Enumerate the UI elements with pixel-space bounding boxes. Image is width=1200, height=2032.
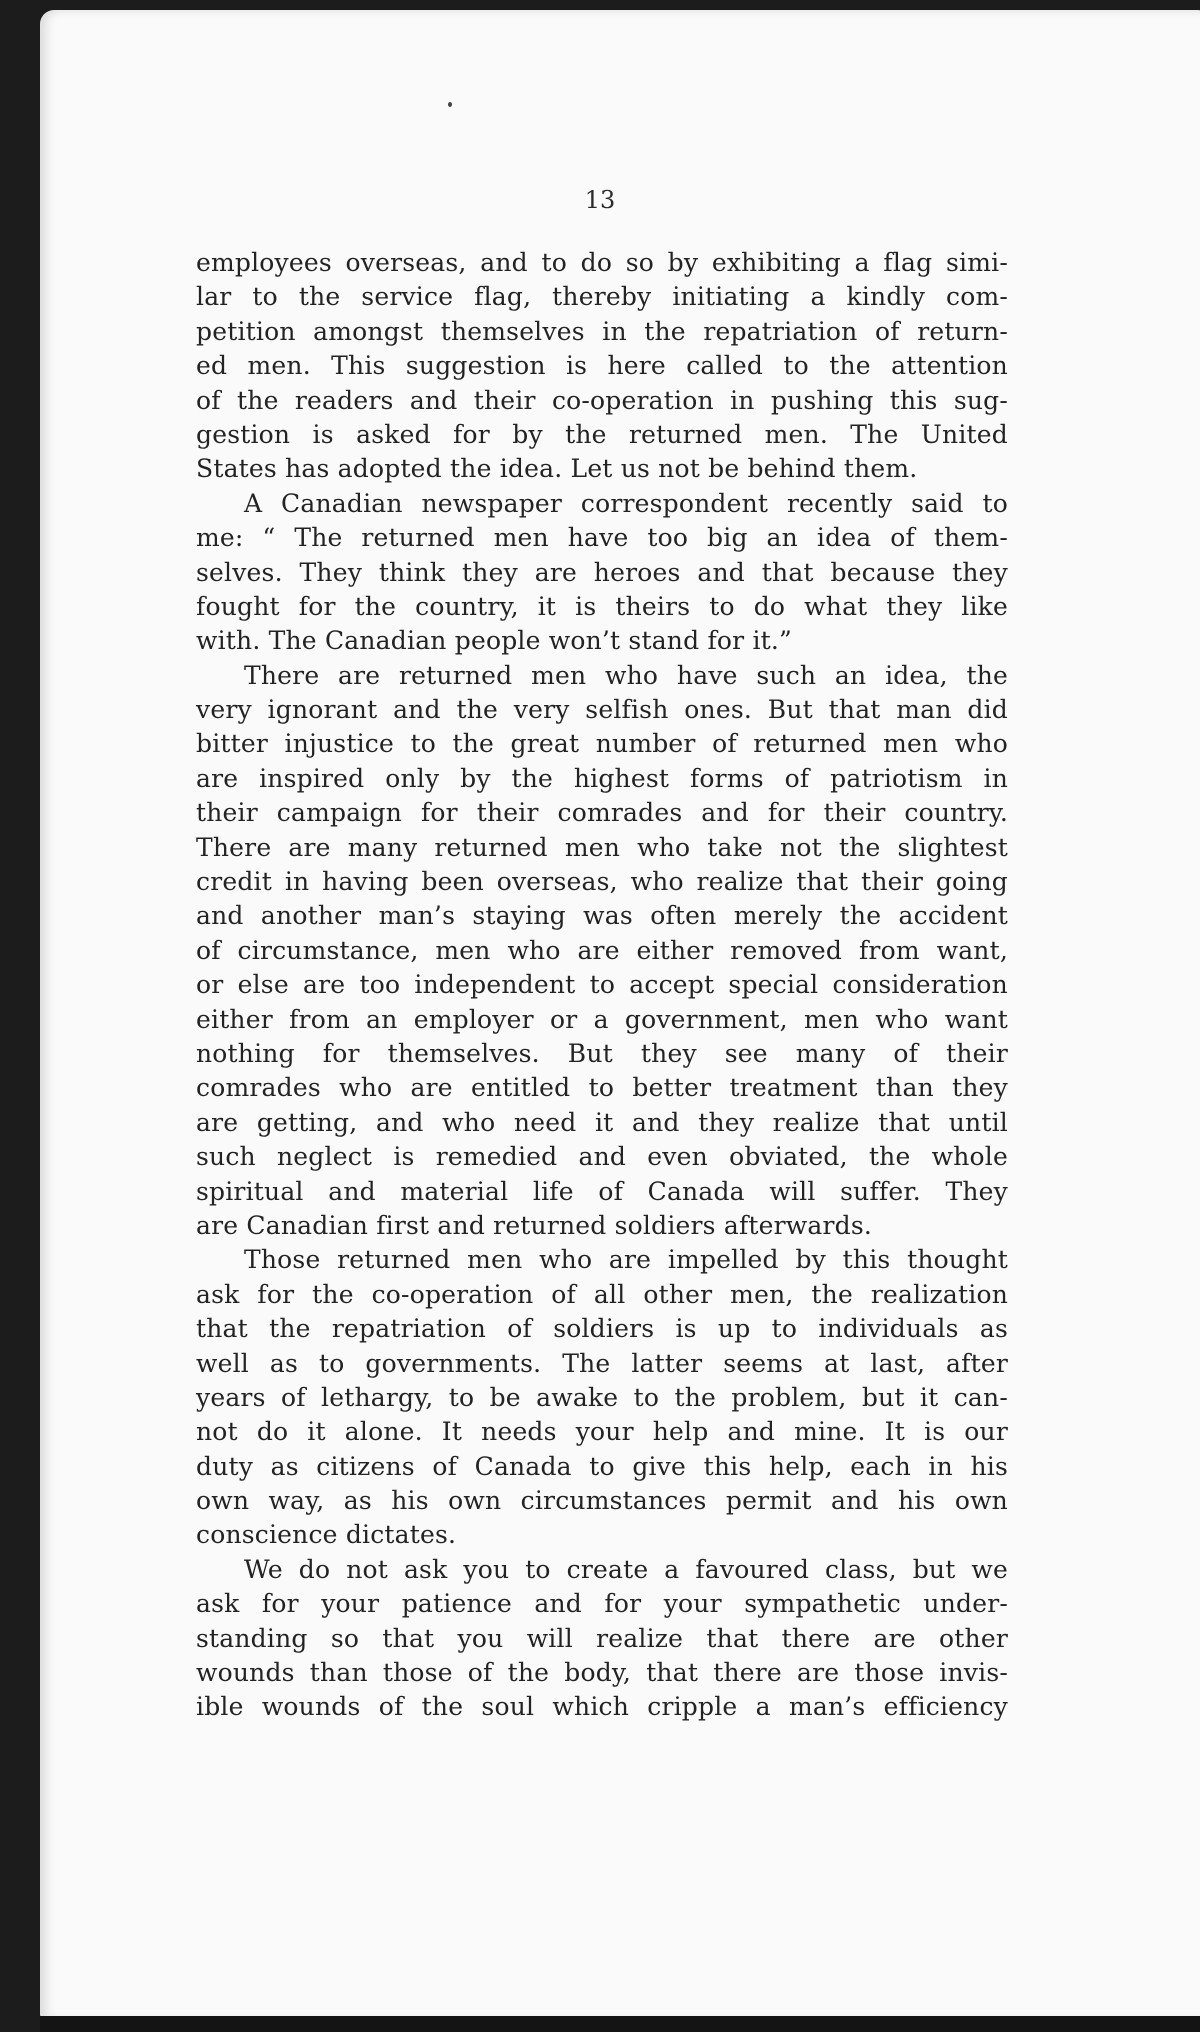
- text-line: There are returned men who have such an idea, the: [244, 660, 1008, 690]
- text-line: We do not ask you to create a favoured class, but we: [244, 1554, 1008, 1584]
- page-bottom-edge: [40, 2016, 1200, 2032]
- text-line: ask for the co-operation of all other men, the realization: [196, 1279, 1008, 1309]
- text-line: fought for the country, it is theirs to do what they like: [196, 591, 1008, 621]
- text-line: are inspired only by the highest forms of patriotism in: [196, 763, 1008, 793]
- text-line: well as to governments. The latter seems at last, after: [196, 1348, 1008, 1378]
- page-number: 13: [584, 186, 616, 214]
- text-line: ask for your patience and for your sympathetic under-: [196, 1589, 1008, 1619]
- text-line: are getting, and who need it and they realize that until: [196, 1107, 1008, 1137]
- text-line: that the repatriation of soldiers is up to individuals as: [196, 1314, 1008, 1344]
- text-line: bitter injustice to the great number of returned men who: [196, 729, 1008, 759]
- text-line: standing so that you will realize that there are other: [196, 1623, 1008, 1653]
- text-line: selves. They think they are heroes and that because they: [196, 557, 1008, 587]
- text-line: employees overseas, and to do so by exhibiting a flag simi-: [196, 248, 1008, 277]
- text-line: me: “ The returned men have too big an idea of them-: [196, 523, 1008, 553]
- print-speck: [448, 102, 452, 107]
- text-line: are Canadian first and returned soldiers afterwards.: [196, 1210, 873, 1240]
- text-line: wounds than those of the body, that there are those invis-: [196, 1658, 1008, 1688]
- text-line: nothing for themselves. But they see many of their: [196, 1038, 1008, 1068]
- text-line: and another man’s staying was often merely the accident: [196, 901, 1008, 931]
- text-line: A Canadian newspaper correspondent recently said to: [244, 488, 1008, 518]
- text-line: petition amongst themselves in the repatriation of return-: [196, 316, 1008, 346]
- text-line: either from an employer or a government, men who want: [196, 1004, 1008, 1034]
- text-line: own way, as his own circumstances permit and his own: [196, 1486, 1008, 1516]
- text-line: States has adopted the idea. Let us not be behind them.: [196, 454, 918, 484]
- text-line: their campaign for their comrades and for their country.: [196, 798, 1008, 828]
- text-line: conscience dictates.: [196, 1520, 457, 1550]
- body-text: [196, 246, 1008, 1725]
- text-line: such neglect is remedied and even obviated, the whole: [196, 1142, 1008, 1172]
- text-line: There are many returned men who take not the slightest: [196, 832, 1008, 862]
- text-line: with. The Canadian people won’t stand for it.”: [196, 626, 793, 656]
- text-line: of circumstance, men who are either removed from want,: [196, 935, 1008, 965]
- text-line: or else are too independent to accept special consideration: [196, 970, 1008, 1000]
- text-line: gestion is asked for by the returned men. The United: [196, 419, 1008, 449]
- text-line: of the readers and their co-operation in pushing this sug-: [196, 385, 1008, 415]
- text-line: credit in having been overseas, who realize that their going: [196, 867, 1008, 897]
- text-line: lar to the service flag, thereby initiating a kindly com-: [196, 282, 1008, 312]
- text-line: very ignorant and the very selfish ones. But that man did: [196, 695, 1008, 725]
- text-line: not do it alone. It needs your help and mine. It is our: [196, 1417, 1008, 1447]
- text-line: duty as citizens of Canada to give this help, each in his: [196, 1451, 1008, 1481]
- text-line: years of lethargy, to be awake to the problem, but it can-: [196, 1382, 1008, 1412]
- text-line: spiritual and material life of Canada will suffer. They: [196, 1176, 1008, 1206]
- text-line: ible wounds of the soul which cripple a man’s efficiency: [196, 1692, 1008, 1722]
- text-line: ed men. This suggestion is here called to the attention: [196, 351, 1008, 381]
- text-line: Those returned men who are impelled by this thought: [244, 1245, 1008, 1275]
- text-line: comrades who are entitled to better treatment than they: [196, 1073, 1008, 1103]
